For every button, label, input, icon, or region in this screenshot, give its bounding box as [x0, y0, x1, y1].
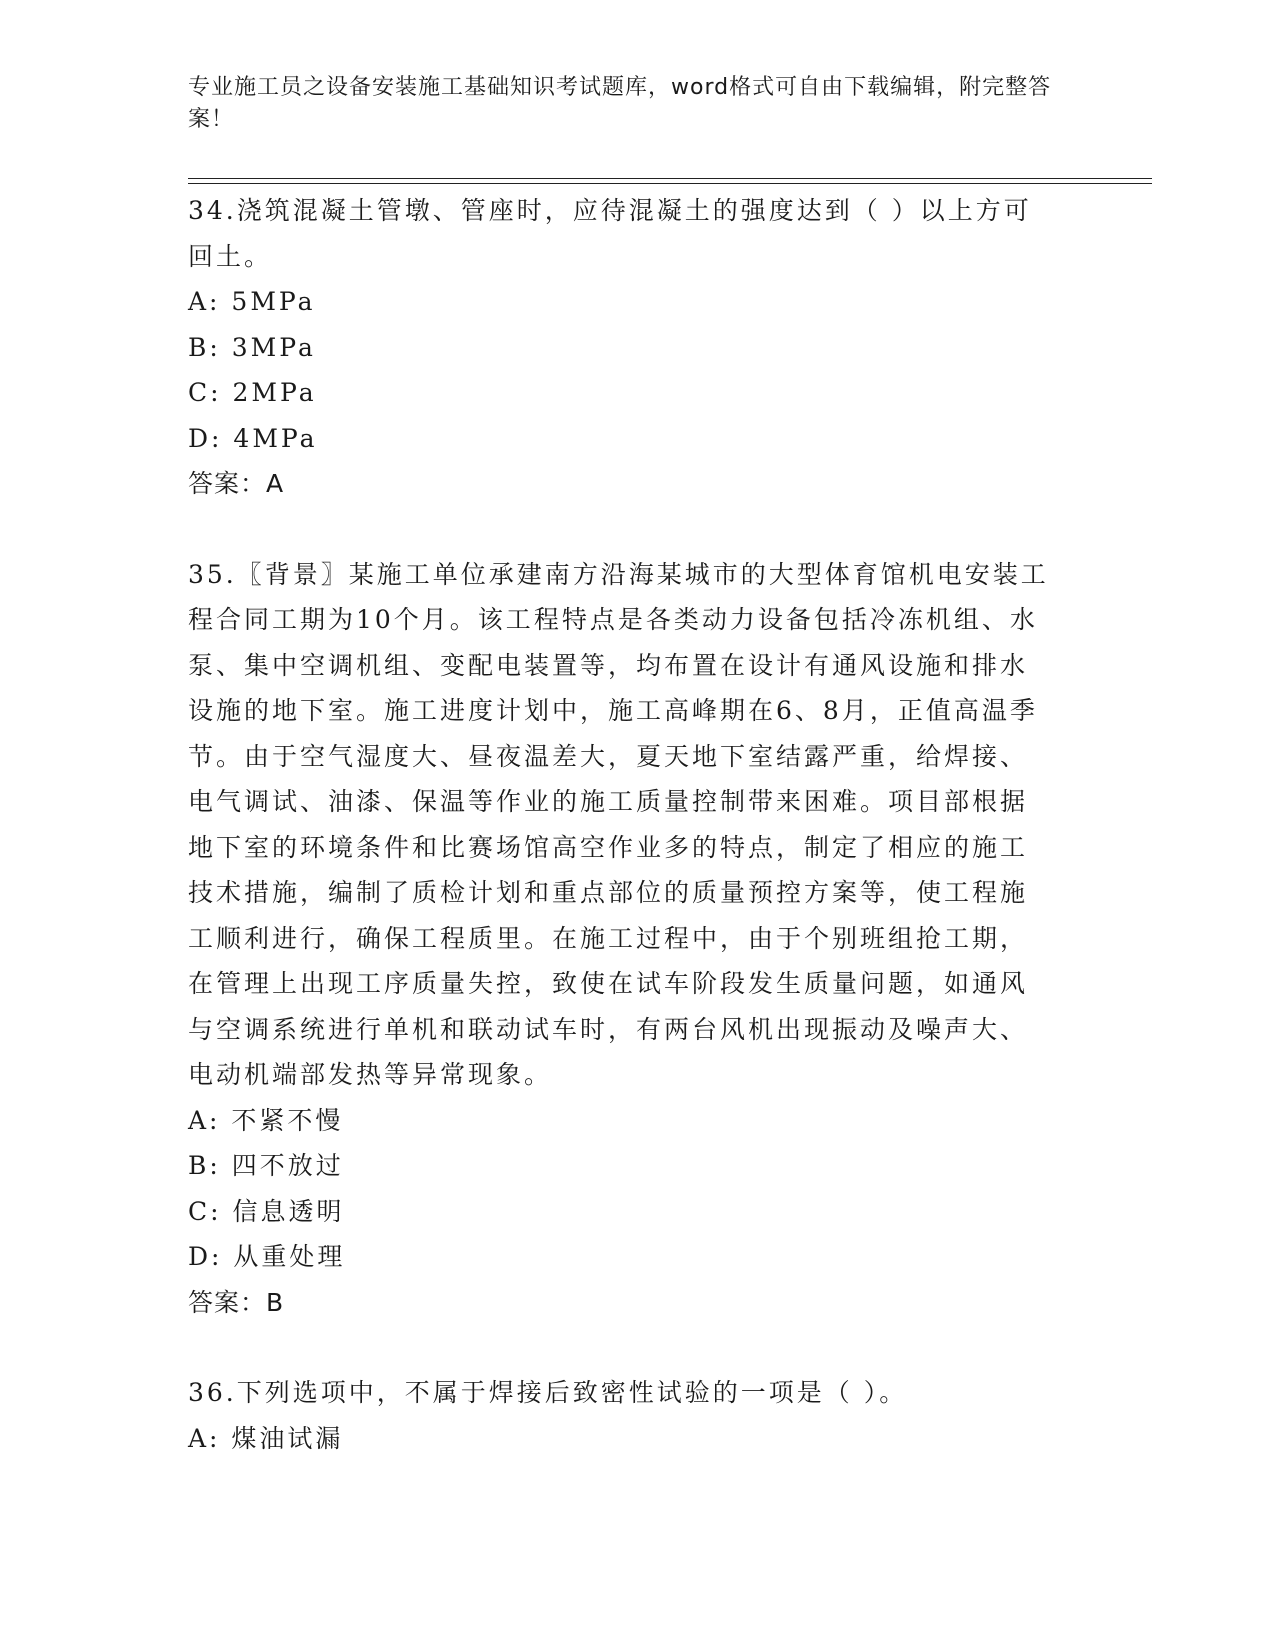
spacer [188, 1325, 1088, 1370]
question-stem-line: 电气调试、油漆、保温等作业的施工质量控制带来困难。项目部根据 [188, 787, 1029, 816]
question-stem-line: 在管理上出现工序质量失控，致使在试车阶段发生质量问题，如通风 [188, 969, 1029, 998]
option-b: B: 3MPa [188, 332, 316, 362]
option-c: C: 信息透明 [188, 1196, 345, 1226]
question-stem-line: 泵、集中空调机组、变配电装置等，均布置在设计有通风设施和排水 [188, 650, 1029, 680]
question-stem-line: 设施的地下室。施工进度计划中，施工高峰期在6、8月，正值高温季 [188, 696, 1038, 725]
header-rule-top [188, 178, 1152, 179]
question-stem-line: 35.〖背景〗某施工单位承建南方沿海某城市的大型体育馆机电安装工 [188, 559, 1049, 589]
option-d: D: 从重处理 [188, 1242, 346, 1271]
answer: 答案：A [188, 469, 285, 498]
header-title: 专业施工员之设备安装施工基础知识考试题库，word格式可自由下载编辑，附完整答案！ [188, 75, 1052, 132]
question-stem-line: 36.下列选项中，不属于焊接后致密性试验的一项是（ ）。 [188, 1378, 908, 1407]
question-stem-line: 节。由于空气湿度大、昼夜温差大，夏天地下室结露严重，给焊接、 [188, 741, 1029, 771]
question-stem-line: 程合同工期为10个月。该工程特点是各类动力设备包括冷冻机组、水 [188, 605, 1038, 634]
document-header [188, 72, 1068, 136]
question-35 [188, 552, 1088, 1326]
option-a: A: 5MPa [188, 287, 316, 316]
question-stem-line: 工顺利进行，确保工程质里。在施工过程中，由于个别班组抢工期， [188, 923, 1029, 953]
answer: 答案：B [188, 1287, 285, 1317]
question-stem-line: 与空调系统进行单机和联动试车时，有两台风机出现振动及噪声大、 [188, 1014, 1029, 1044]
header-rule-bottom [188, 183, 1152, 184]
option-b: B: 四不放过 [188, 1151, 344, 1180]
option-d: D: 4MPa [188, 423, 318, 453]
question-stem-line: 34.浇筑混凝土管墩、管座时，应待混凝土的强度达到（ ）以上方可 [188, 196, 1032, 225]
spacer [188, 507, 1088, 552]
option-c: C: 2MPa [188, 378, 317, 407]
question-stem-line: 技术措施，编制了质检计划和重点部位的质量预控方案等，使工程施 [188, 878, 1029, 907]
option-a: A: 不紧不慢 [188, 1105, 344, 1135]
question-stem-line: 地下室的环境条件和比赛场馆高空作业多的特点，制定了相应的施工 [188, 832, 1029, 862]
question-list [188, 188, 1088, 1461]
question-stem-line: 回土。 [188, 241, 273, 271]
question-36 [188, 1370, 1088, 1461]
question-stem-line: 电动机端部发热等异常现象。 [188, 1060, 553, 1089]
question-34 [188, 188, 1088, 507]
option-a: A: 煤油试漏 [188, 1423, 344, 1453]
